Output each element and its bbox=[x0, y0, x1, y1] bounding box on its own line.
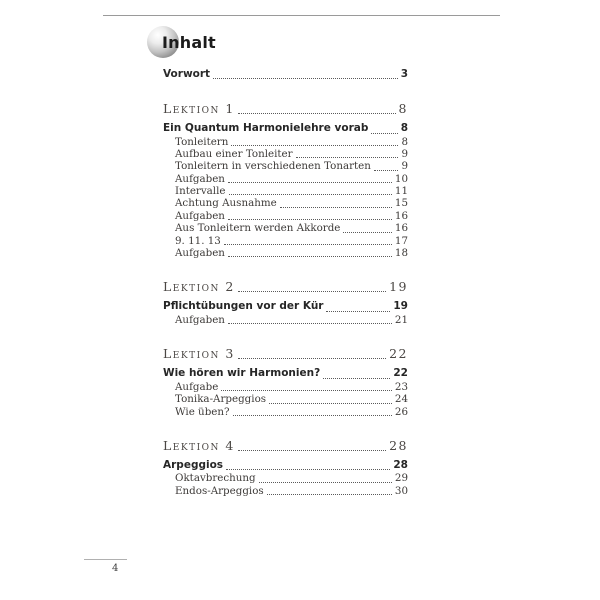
dot-leader bbox=[221, 390, 392, 391]
toc-entry-label: Aufgaben bbox=[175, 313, 225, 326]
toc-entry-page: 30 bbox=[394, 484, 408, 497]
toc-entry-page: 10 bbox=[394, 172, 408, 185]
toc-entry-label: Ein Quantum Harmonielehre vorab bbox=[163, 122, 369, 134]
dot-leader bbox=[238, 358, 386, 359]
toc-entry bbox=[163, 279, 408, 294]
toc-entry-label: Lektion 3 bbox=[163, 346, 235, 362]
toc-entry-page: 17 bbox=[394, 234, 408, 247]
top-rule bbox=[103, 15, 500, 16]
toc-entry bbox=[163, 210, 408, 222]
toc-entry-page: 28 bbox=[389, 437, 408, 453]
toc-entry-label: Aufgaben bbox=[175, 247, 225, 260]
toc-entry-label: Intervalle bbox=[175, 185, 226, 198]
dot-leader bbox=[371, 133, 397, 134]
dot-leader bbox=[267, 494, 392, 495]
toc-entry-label: Aus Tonleitern werden Akkorde bbox=[175, 222, 341, 235]
dot-leader bbox=[228, 323, 392, 324]
toc-entry-label: Tonleitern bbox=[175, 135, 229, 148]
toc-entry-page: 16 bbox=[394, 222, 408, 235]
toc-entry-page: 8 bbox=[401, 135, 408, 148]
dot-leader bbox=[226, 469, 390, 470]
page-header bbox=[147, 26, 267, 60]
toc-entry bbox=[163, 160, 408, 172]
toc-entry bbox=[163, 173, 408, 185]
toc-entry-label: Endos-Arpeggios bbox=[175, 484, 264, 497]
dot-leader bbox=[238, 450, 386, 451]
dot-leader bbox=[269, 403, 392, 404]
footer-rule bbox=[84, 559, 127, 560]
dot-leader bbox=[238, 291, 386, 292]
toc-entry-page: 16 bbox=[394, 209, 408, 222]
toc-entry-page: 22 bbox=[393, 367, 408, 380]
toc-entry-page: 9 bbox=[401, 147, 408, 160]
dot-leader bbox=[228, 182, 392, 183]
dot-leader bbox=[280, 207, 392, 208]
dot-leader bbox=[224, 244, 392, 245]
toc-entry-page: 3 bbox=[400, 68, 408, 80]
toc-entry-page: 9 bbox=[401, 160, 408, 173]
toc-entry bbox=[163, 472, 408, 484]
toc-entry bbox=[163, 459, 408, 473]
toc-entry-label: Aufgaben bbox=[175, 172, 225, 185]
toc-entry-page: 11 bbox=[394, 185, 408, 198]
dot-leader bbox=[231, 145, 398, 146]
toc-entry bbox=[163, 367, 408, 381]
toc-entry-page: 19 bbox=[393, 300, 408, 313]
toc-entry-label: 9. 11. 13 bbox=[175, 234, 221, 247]
dot-leader bbox=[213, 78, 398, 79]
toc-entry bbox=[163, 148, 408, 160]
toc-entry-page: 15 bbox=[394, 197, 408, 210]
toc-entry bbox=[163, 314, 408, 326]
toc-entry bbox=[163, 68, 408, 81]
toc-entry-label: Arpeggios bbox=[163, 458, 224, 471]
dot-leader bbox=[259, 482, 392, 483]
toc-entry-label: Wie üben? bbox=[175, 405, 230, 418]
toc-entry bbox=[163, 346, 408, 361]
toc-entry-page: 28 bbox=[393, 458, 408, 471]
toc-entry bbox=[163, 406, 408, 418]
page-title: Inhalt bbox=[162, 33, 216, 52]
toc-entry-label: Aufgaben bbox=[175, 209, 225, 222]
toc-entry-label: Aufbau einer Tonleiter bbox=[175, 147, 293, 160]
toc-entry bbox=[163, 485, 408, 497]
toc-entry bbox=[163, 438, 408, 453]
toc-entry bbox=[163, 197, 408, 209]
dot-leader bbox=[296, 157, 399, 158]
toc-entry bbox=[163, 300, 408, 314]
toc-entry-label: Oktavbrechung bbox=[175, 472, 256, 485]
toc-entry-label: Lektion 1 bbox=[163, 101, 235, 116]
toc-entry-label: Pflichtübungen vor der Kür bbox=[163, 300, 324, 313]
toc-entry-page: 8 bbox=[400, 122, 408, 134]
toc-entry-label: Wie hören wir Harmonien? bbox=[163, 367, 321, 380]
toc-entry-label: Lektion 2 bbox=[163, 279, 235, 295]
toc-entry bbox=[163, 247, 408, 259]
dot-leader bbox=[374, 170, 399, 171]
toc-entry-label: Tonleitern in verschiedenen Tonarten bbox=[175, 160, 371, 173]
toc-entry bbox=[163, 235, 408, 247]
toc-entry-page: 8 bbox=[398, 101, 408, 116]
dot-leader bbox=[343, 232, 391, 233]
toc-entry-page: 23 bbox=[394, 380, 408, 393]
dot-leader bbox=[228, 219, 392, 220]
toc-entry-label: Lektion 4 bbox=[163, 437, 235, 453]
toc-entry-label: Aufgabe bbox=[175, 380, 219, 393]
toc-entry-page: 21 bbox=[394, 313, 408, 326]
dot-leader bbox=[229, 194, 392, 195]
toc-entry-label: Achtung Ausnahme bbox=[175, 197, 277, 210]
toc-entry bbox=[163, 381, 408, 393]
toc-list bbox=[163, 68, 408, 497]
dot-leader bbox=[326, 311, 390, 312]
dot-leader bbox=[238, 113, 396, 114]
dot-leader bbox=[233, 415, 392, 416]
toc-entry bbox=[163, 136, 408, 148]
page-number: 4 bbox=[112, 563, 119, 574]
dot-leader bbox=[228, 256, 392, 257]
toc-entry-page: 24 bbox=[394, 393, 408, 406]
toc-entry bbox=[163, 393, 408, 405]
toc-entry bbox=[163, 222, 408, 234]
toc-entry-page: 29 bbox=[394, 472, 408, 485]
toc-entry bbox=[163, 185, 408, 197]
toc-entry-page: 19 bbox=[389, 279, 408, 295]
toc-entry-label: Tonika-Arpeggios bbox=[175, 393, 267, 406]
toc-entry-page: 26 bbox=[394, 405, 408, 418]
toc-entry-label: Vorwort bbox=[163, 68, 211, 80]
toc-entry bbox=[163, 101, 408, 116]
dot-leader bbox=[323, 378, 390, 379]
toc-entry bbox=[163, 122, 408, 136]
toc-entry-page: 22 bbox=[389, 346, 408, 362]
toc-entry-page: 18 bbox=[394, 247, 408, 260]
